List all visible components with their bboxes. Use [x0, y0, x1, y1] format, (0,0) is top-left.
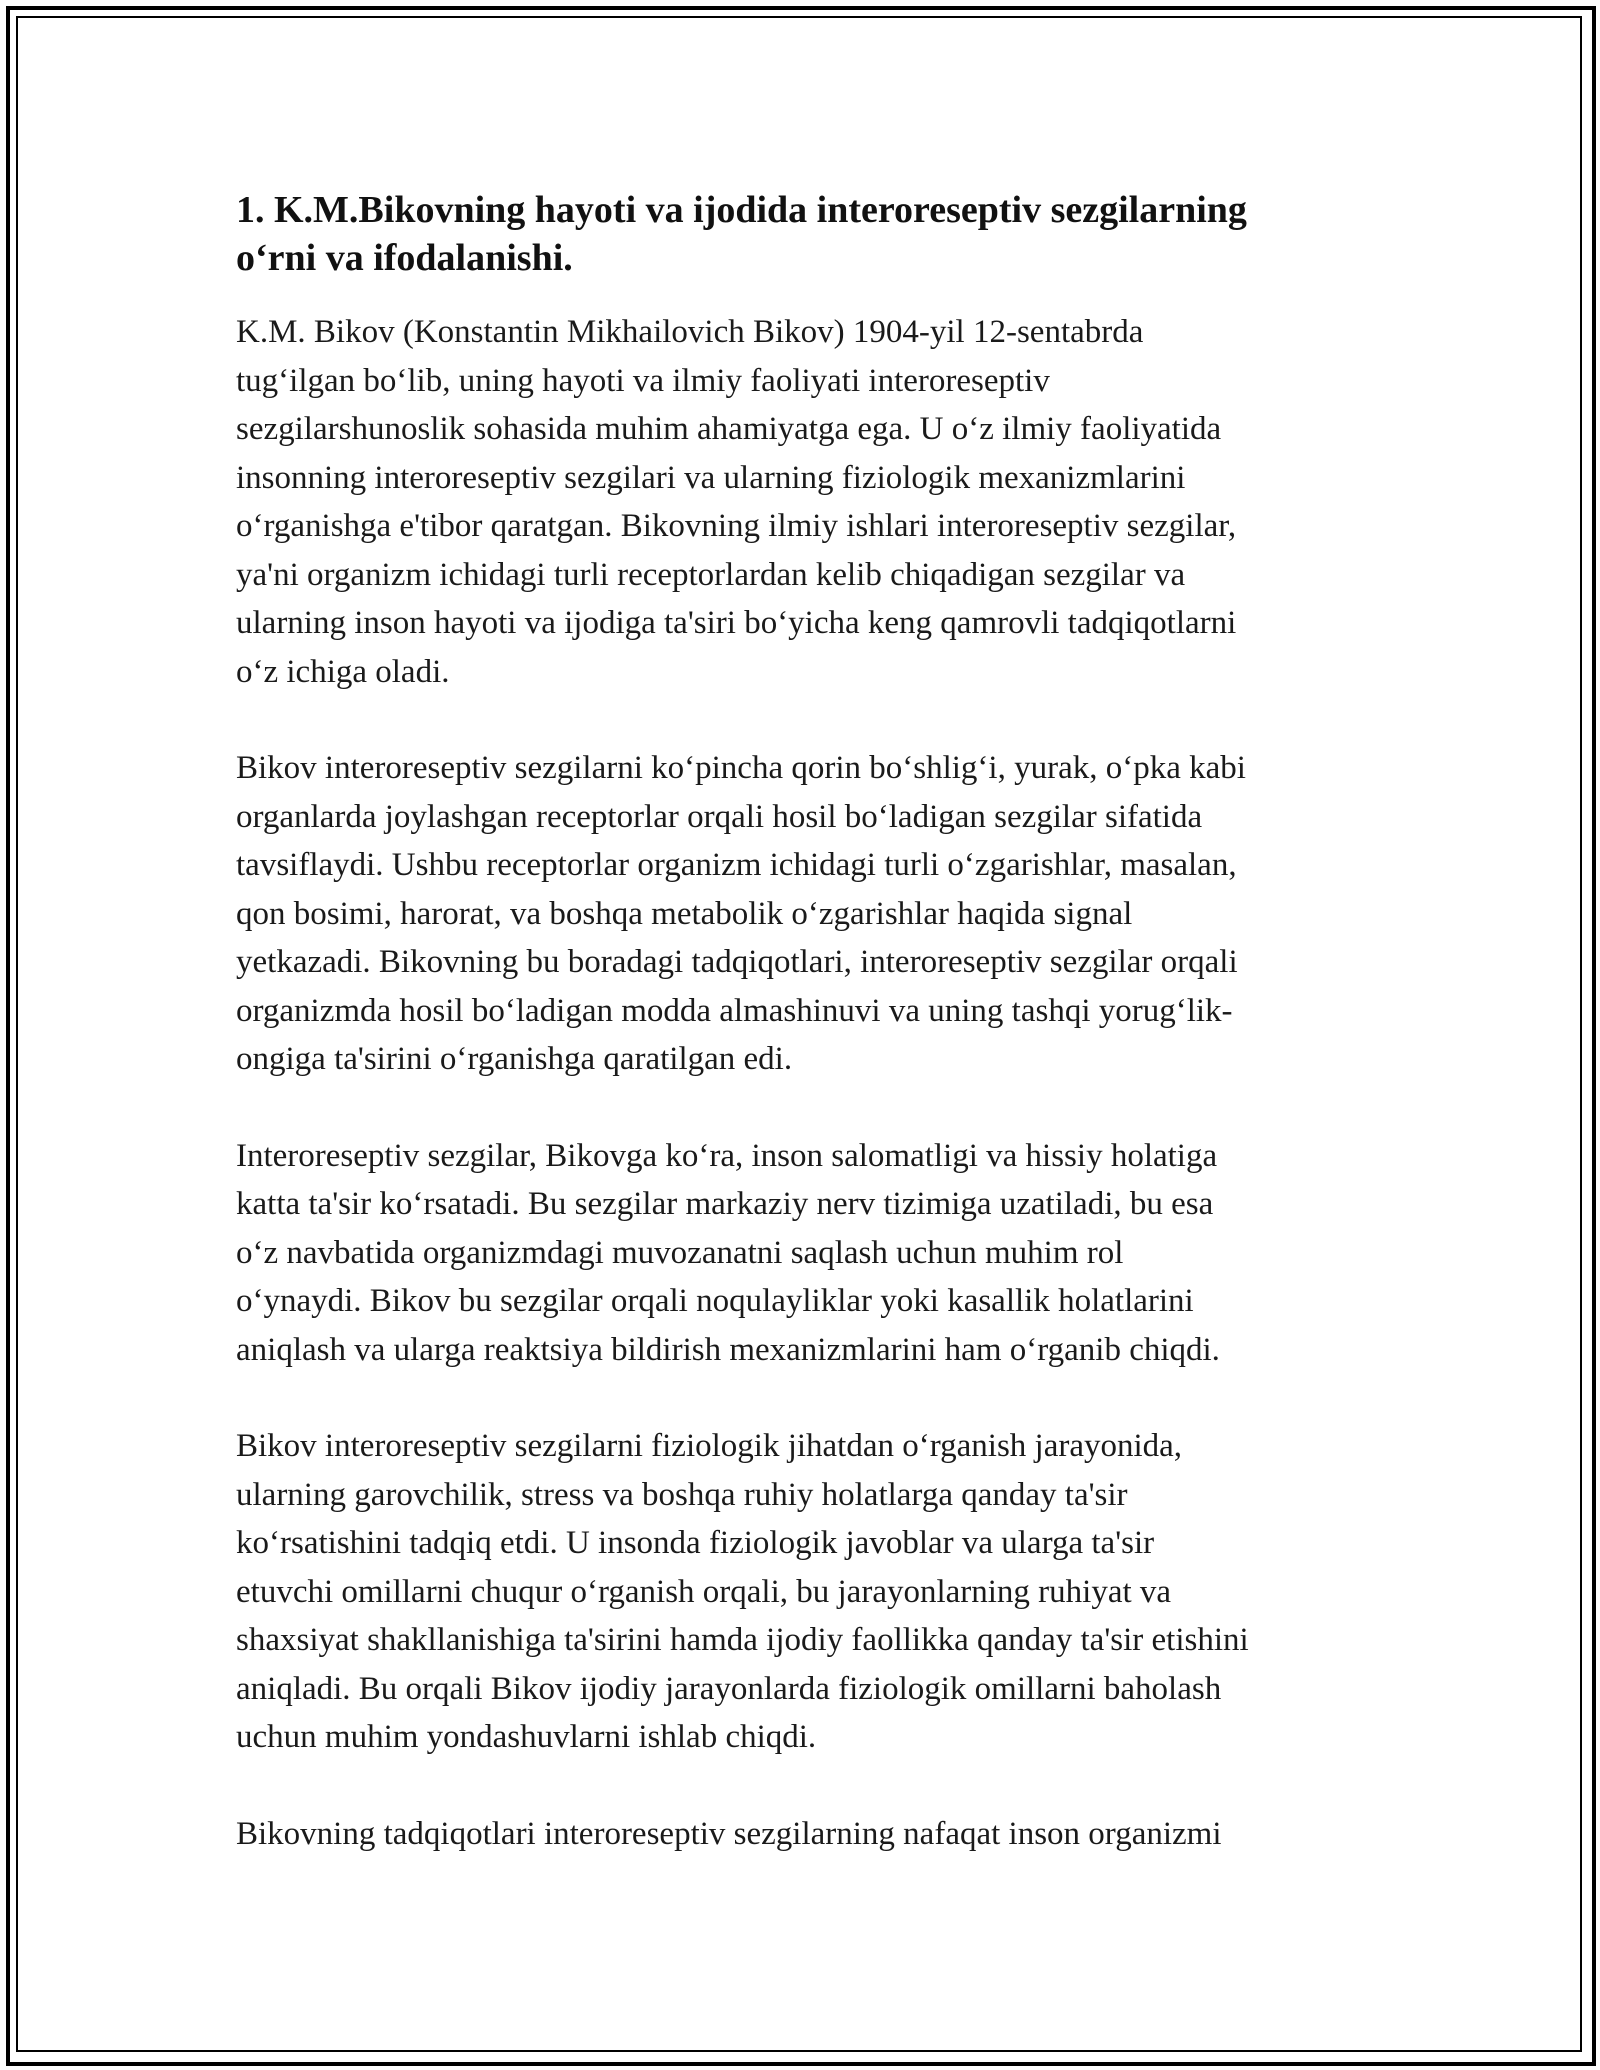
paragraph-1: K.M. Bikov (Konstantin Mikhailovich Bikov) 1904-yil 12-sentabrda tug‘ilgan bo‘lib, uning hayoti va ilmiy faoliyati interoreseptiv sezgilarshunoslik sohasida muhim ahamiyatga ega. U o‘z ilmiy faoliyatida insonning interoreseptiv sezgilari va ularning fiziologik mexanizmlarini o‘rganishga e'tibor qaratgan. Bikovning ilmiy ishlari interoreseptiv sezgilar, ya'ni organizm ichidagi turli receptorlardan kelib chiqadigan sezgilar va ularning inson hayoti va ijodiga ta'siri bo‘yicha keng qamrovli tadqiqotlarni o‘z ichiga oladi.	[236, 314, 1237, 690]
section-title: 1. K.M.Bikovning hayoti va ijodida interoreseptiv sezgilarning o‘rni va ifodalanishi.	[236, 189, 1247, 279]
paragraph-3: Interoreseptiv sezgilar, Bikovga ko‘ra, inson salomatligi va hissiy holatiga katta ta'sir ko‘rsatadi. Bu sezgilar markaziy nerv tizimiga uzatiladi, bu esa o‘z navbatida organizmdagi muvozanatni saqlash uchun muhim rol o‘ynaydi. Bikov bu sezgilar orqali noqulayliklar yoki kasallik holatlarini aniqlash va ularga reaktsiya bildirish mexanizmlarini ham o‘rganib chiqdi.	[236, 1137, 1220, 1368]
paragraph-5: Bikovning tadqiqotlari interoreseptiv sezgilarning nafaqat inson organizmi	[236, 1815, 1222, 1852]
document-body	[236, 186, 1366, 1906]
paragraph-4: Bikov interoreseptiv sezgilarni fiziologik jihatdan o‘rganish jarayonida, ularning garovchilik, stress va boshqa ruhiy holatlarga qanday ta'sir ko‘rsatishini tadqiq etdi. U insonda fiziologik javoblar va ularga ta'sir etuvchi omillarni chuqur o‘rganish orqali, bu jarayonlarning ruhiyat va shaxsiyat shakllanishiga ta'sirini hamda ijodiy faollikka qanday ta'sir etishini aniqladi. Bu orqali Bikov ijodiy jarayonlarda fiziologik omillarni baholash uchun muhim yondashuvlarni ishlab chiqdi.	[236, 1428, 1249, 1755]
paragraph-2: Bikov interoreseptiv sezgilarni ko‘pincha qorin bo‘shlig‘i, yurak, o‘pka kabi organlarda joylashgan receptorlar orqali hosil bo‘ladigan sezgilar sifatida tavsiflaydi. Ushbu receptorlar organizm ichidagi turli o‘zgarishlar, masalan, qon bosimi, harorat, va boshqa metabolik o‘zgarishlar haqida signal yetkazadi. Bikovning bu boradagi tadqiqotlari, interoreseptiv sezgilar orqali organizmda hosil bo‘ladigan modda almashinuvi va uning tashqi yorug‘lik- ongiga ta'sirini o‘rganishga qaratilgan edi.	[236, 750, 1246, 1077]
